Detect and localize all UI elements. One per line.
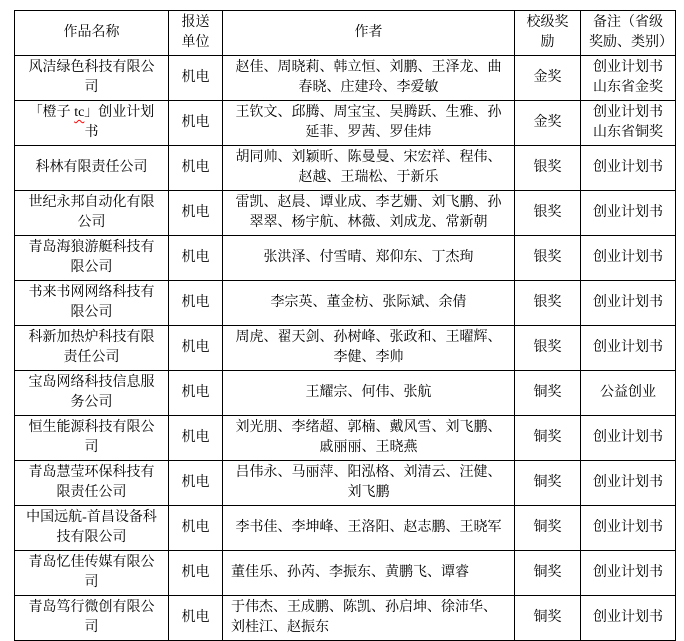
unit-cell: 机电 (169, 596, 223, 641)
note-cell: 创业计划书 (581, 326, 676, 371)
table-row (15, 281, 676, 326)
work-name-cell: 书来书网网络科技有限公司 (15, 281, 169, 326)
award-cell: 银奖 (515, 146, 581, 191)
award-table (14, 10, 676, 641)
unit-cell: 机电 (169, 371, 223, 416)
work-name-cell: 风洁绿色科技有限公司 (15, 56, 169, 101)
work-name-cell: 青岛忆佳传媒有限公司 (15, 551, 169, 596)
authors-cell: 张洪泽、付雪晴、郑仰东、丁杰珣 (223, 236, 515, 281)
authors-cell: 李宗英、董金枋、张际斌、余倩 (223, 281, 515, 326)
header-work-name: 作品名称 (15, 11, 169, 56)
table-row (15, 326, 676, 371)
work-name-cell: 青岛笃行微创有限公司 (15, 596, 169, 641)
note-cell: 创业计划书 山东省铜奖 (581, 101, 676, 146)
award-cell: 银奖 (515, 326, 581, 371)
authors-cell: 刘光朋、李绪超、郭楠、戴风雪、刘飞鹏、戚丽丽、王晓燕 (223, 416, 515, 461)
unit-cell: 机电 (169, 146, 223, 191)
unit-cell: 机电 (169, 56, 223, 101)
note-cell: 创业计划书 (581, 191, 676, 236)
unit-cell: 机电 (169, 416, 223, 461)
work-name-cell: 恒生能源科技有限公司 (15, 416, 169, 461)
award-cell: 金奖 (515, 101, 581, 146)
note-cell: 创业计划书 (581, 506, 676, 551)
unit-cell: 机电 (169, 461, 223, 506)
work-name-part: 」创业计划书 (84, 105, 155, 140)
note-cell: 创业计划书 (581, 236, 676, 281)
award-cell: 铜奖 (515, 416, 581, 461)
authors-cell: 王钦文、邱腾、周宝宝、吴腾跃、生雅、孙延菲、罗茜、罗佳炜 (223, 101, 515, 146)
table-row (15, 146, 676, 191)
header-note: 备注（省级奖励、类别） (581, 11, 676, 56)
note-cell: 公益创业 (581, 371, 676, 416)
authors-cell: 胡同帅、刘颖昕、陈曼曼、宋宏祥、程伟、赵越、王瑞松、于新乐 (223, 146, 515, 191)
table-row (15, 461, 676, 506)
authors-cell: 李书佳、李坤峰、王洛阳、赵志鹏、王晓军 (223, 506, 515, 551)
unit-cell: 机电 (169, 506, 223, 551)
table-row (15, 191, 676, 236)
award-cell: 铜奖 (515, 461, 581, 506)
award-cell: 铜奖 (515, 371, 581, 416)
table-row (15, 101, 676, 146)
note-cell: 创业计划书 山东省金奖 (581, 56, 676, 101)
award-cell: 铜奖 (515, 506, 581, 551)
award-cell: 银奖 (515, 236, 581, 281)
table-row (15, 551, 676, 596)
work-name-cell: 青岛慧莹环保科技有限责任公司 (15, 461, 169, 506)
work-name-cell: 科新加热炉科技有限责任公司 (15, 326, 169, 371)
work-name-cell: 中国远航-首昌设备科技有限公司 (15, 506, 169, 551)
work-name-part: 「橙子 (28, 105, 75, 120)
authors-cell: 董佳乐、孙芮、李振东、黄鹏飞、谭睿 (223, 551, 515, 596)
award-cell: 银奖 (515, 191, 581, 236)
unit-cell: 机电 (169, 101, 223, 146)
unit-cell: 机电 (169, 236, 223, 281)
work-name-cell (15, 101, 169, 146)
header-row (15, 11, 676, 56)
work-name-cell: 科林有限责任公司 (15, 146, 169, 191)
note-cell: 创业计划书 (581, 551, 676, 596)
header-submitting-unit: 报送单位 (169, 11, 223, 56)
note-cell: 创业计划书 (581, 281, 676, 326)
unit-cell: 机电 (169, 191, 223, 236)
authors-cell: 王耀宗、何伟、张航 (223, 371, 515, 416)
note-cell: 创业计划书 (581, 416, 676, 461)
misspelled-word: tc (74, 105, 85, 120)
award-cell: 银奖 (515, 281, 581, 326)
table-header (15, 11, 676, 56)
header-authors: 作者 (223, 11, 515, 56)
table-row (15, 596, 676, 641)
work-name-cell: 世纪永邦自动化有限公司 (15, 191, 169, 236)
authors-cell: 雷凯、赵晨、谭业成、李艺姗、刘飞鹏、孙翠翠、杨宇航、林薇、刘成龙、常新朝 (223, 191, 515, 236)
note-cell: 创业计划书 (581, 596, 676, 641)
unit-cell: 机电 (169, 281, 223, 326)
authors-cell: 吕伟永、马丽萍、阳泓格、刘清云、汪健、刘飞鹏 (223, 461, 515, 506)
table-row (15, 506, 676, 551)
header-school-award: 校级奖励 (515, 11, 581, 56)
table-row (15, 416, 676, 461)
award-cell: 铜奖 (515, 551, 581, 596)
unit-cell: 机电 (169, 551, 223, 596)
work-name-cell: 宝岛网络科技信息服务公司 (15, 371, 169, 416)
authors-cell: 于伟杰、王成鹏、陈凯、孙启坤、徐沛华、刘桂江、赵振东 (223, 596, 515, 641)
table-row (15, 56, 676, 101)
unit-cell: 机电 (169, 326, 223, 371)
note-cell: 创业计划书 (581, 146, 676, 191)
note-cell: 创业计划书 (581, 461, 676, 506)
authors-cell: 周虎、翟天剑、孙树峰、张政和、王曜辉、李健、李帅 (223, 326, 515, 371)
award-cell: 金奖 (515, 56, 581, 101)
award-cell: 铜奖 (515, 596, 581, 641)
work-name-cell: 青岛海狼游艇科技有限公司 (15, 236, 169, 281)
authors-cell: 赵佳、周晓莉、韩立恒、刘鹏、王泽龙、曲春晓、庄建玲、李爱敏 (223, 56, 515, 101)
table-row (15, 371, 676, 416)
table-row (15, 236, 676, 281)
table-body (15, 56, 676, 641)
